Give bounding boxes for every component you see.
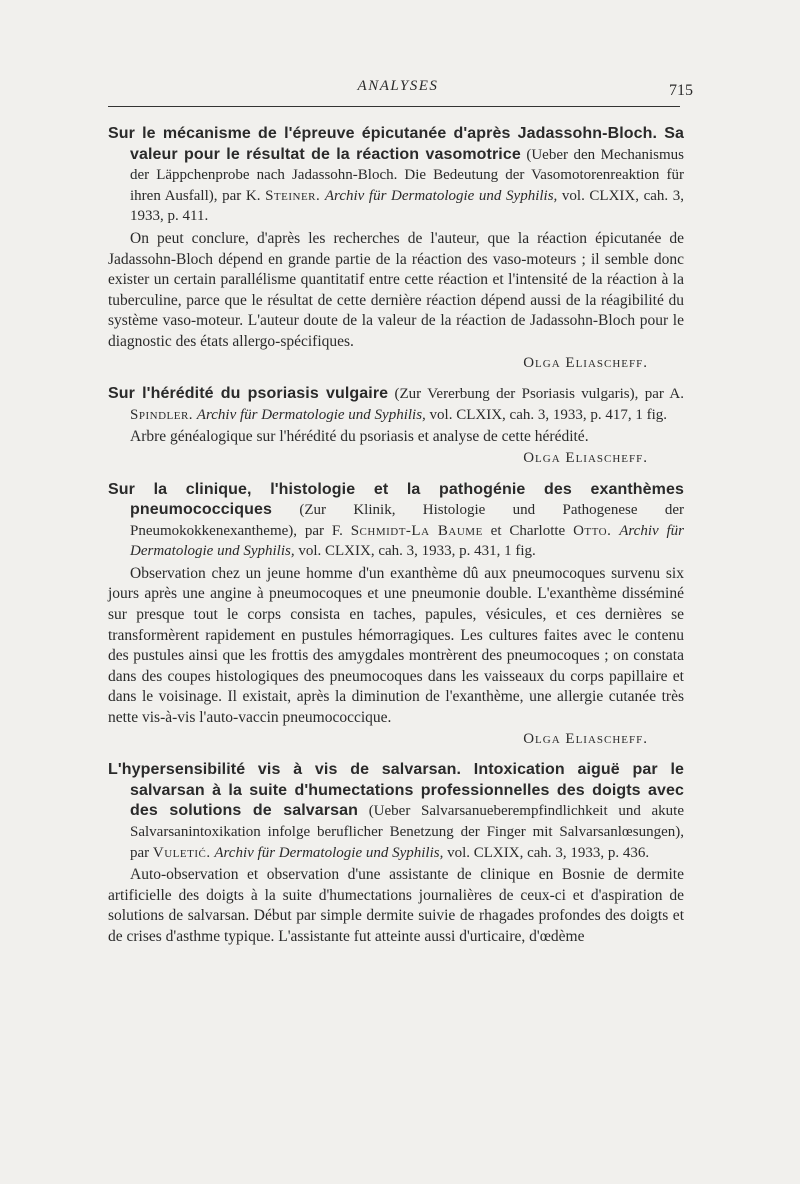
header-rule <box>108 106 680 107</box>
entry-citation: vol. CLXIX, cah. 3, 1933, p. 417, 1 fig. <box>429 406 668 423</box>
entry-signature: Olga Eliascheff. <box>523 354 648 371</box>
entry-journal: Archiv für Dermatologie und Syphilis, <box>214 844 444 861</box>
entry-text: Arbre généalogique sur l'hérédité du psoriasis et analyse de cette hérédité. <box>130 428 589 446</box>
entry-text: Observation chez un jeune homme d'un exanthème dû aux pneumocoques survenu six jours après une angine à pneumocoques et une pneumonie double. L'exanthème disséminé sur presque tout le corps consista en taches, papules, vésicules, et ces dernières se transformèrent rapidement en pustules hémorragiques. Les cultures faites avec le contenu des pustules ainsi que les frottis des amygdales montrèrent des pneumocoques ; on constata dans des coupes histologiques des pneumocoques dans les vaisseaux du corps papillaire et dans le voisinage. Il existait, après la diminution de l'exanthème, une allergie cutanée très nette vis-à-vis l'auto-vaccin pneumococcique. <box>108 564 684 727</box>
entry-reference: (Zur Vererbung der Psoriasis vulgaris), par A. <box>394 386 684 403</box>
entry-reference: (Ueber den Mechanismus der Läppchenprobe nach Jadassohn-Bloch. Die Bedeutung der Vasomotorenreaktion für ihren Ausfall), par K. <box>130 146 684 204</box>
review-entry <box>108 480 684 750</box>
entry-author: Steiner. <box>265 187 321 204</box>
running-header <box>108 78 693 104</box>
entry-signature: Olga Eliascheff. <box>523 449 648 466</box>
entry-heading <box>108 480 684 562</box>
running-title: ANALYSES <box>357 78 439 94</box>
entry-journal: Archiv für Dermatologie und Syphilis, <box>196 406 426 423</box>
entry-text: Auto-observation et observation d'une assistante de clinique en Bosnie de dermite artificielle des doigts à la suite d'humectations journalières de ceux-ci et d'aspiration de solutions de salvarsan. Début par simple dermite suivie de rhagades profondes des doigts et de crises d'asthme typique. L'assistante fut atteinte aussi d'urticaire, d'œdème <box>108 866 684 945</box>
entry-title: Sur l'hérédité du psoriasis vulgaire <box>108 385 389 403</box>
entry-citation: vol. CLXIX, cah. 3, 1933, p. 411. <box>130 187 685 225</box>
entry-text: On peut conclure, d'après les recherches de l'auteur, que la réaction épicutanée de Jadassohn-Bloch dépend en grande partie de la réaction des vaso-moteurs ; il semble donc exister un certain parallélisme quantitatif entre cette réaction et l'intensité de la réaction à la tuberculine, parce que le résultat de cette dernière réaction dépend aussi de la réagibilité du système vaso-moteur. L'auteur doute de la valeur de la réaction de Jadassohn-Bloch pour le diagnostic des états allergo-spécifiques. <box>108 229 684 350</box>
entry-title: L'hypersensibilité vis à vis de salvarsan. Intoxication aiguë par le salvarsan à la suite d'humectations professionnelles des doigts avec des solutions de salvarsan <box>108 761 684 820</box>
review-entry <box>108 124 684 373</box>
entry-signature: Olga Eliascheff. <box>523 730 648 747</box>
entry-author: Schmidt-La Baume <box>350 522 483 539</box>
entry-author-2: Otto. <box>573 522 612 539</box>
entry-author: Vuletić. <box>152 844 211 861</box>
entry-journal: Archiv für Dermatologie und Syphilis, <box>130 522 685 560</box>
review-entry <box>108 760 684 947</box>
entry-reference: (Ueber Salvarsanueberempfindlichkeit und akute Salvarsanintoxikation infolge beruflicher Benetzung der Finger mit Salvarsanlœsungen), par <box>130 803 685 861</box>
entry-journal: Archiv für Dermatologie und Syphilis, <box>324 187 558 204</box>
entry-heading <box>108 124 684 227</box>
entry-heading <box>108 384 684 425</box>
entry-reference-mid: et Charlotte <box>490 522 566 539</box>
page-body <box>108 124 684 948</box>
entry-citation: vol. CLXIX, cah. 3, 1933, p. 431, 1 fig. <box>298 543 536 560</box>
entry-reference: (Zur Klinik, Histologie und Pathogenese der Pneumokokkenexantheme), par F. <box>130 502 684 539</box>
entry-heading <box>108 760 684 863</box>
page-number: 715 <box>669 82 693 99</box>
review-entry <box>108 384 684 468</box>
entry-title: Sur le mécanisme de l'épreuve épicutanée d'après Jadassohn-Bloch. Sa valeur pour le résultat de la réaction vasomotrice <box>108 125 684 163</box>
entry-author: Spindler. <box>130 406 194 423</box>
entry-title: Sur la clinique, l'histologie et la pathogénie des exanthèmes pneumococciques <box>108 480 684 519</box>
entry-citation: vol. CLXIX, cah. 3, 1933, p. 436. <box>447 844 650 861</box>
